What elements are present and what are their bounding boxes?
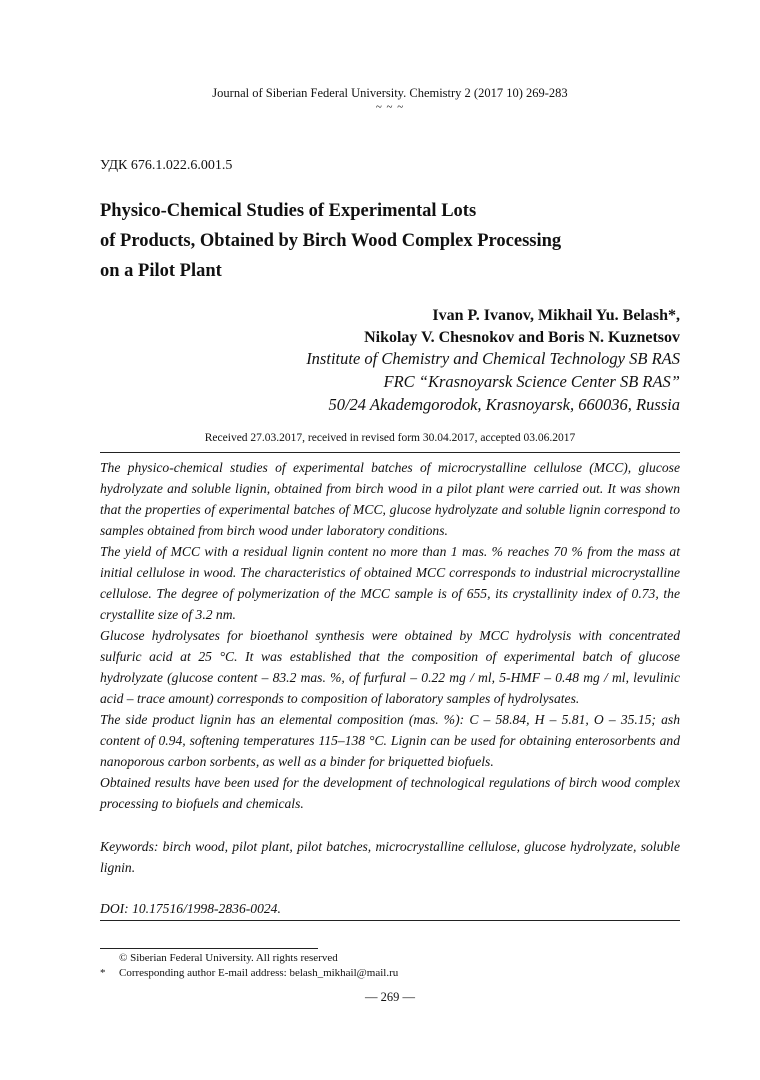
abstract-top-rule bbox=[100, 452, 680, 453]
authors-line-2: Nikolay V. Chesnokov and Boris N. Kuznetsov bbox=[364, 329, 680, 346]
received-dates: Received 27.03.2017, received in revised form 30.04.2017, accepted 03.06.2017 bbox=[204, 432, 576, 444]
journal-header: Journal of Siberian Federal University. Chemistry 2 (2017 10) 269-283 bbox=[212, 86, 568, 100]
affiliation-line-2: FRC “Krasnoyarsk Science Center SB RAS” bbox=[383, 372, 680, 391]
copyright-footnote: © Siberian Federal University. All rights reserved bbox=[119, 952, 338, 964]
abstract bbox=[100, 457, 680, 814]
abstract-paragraph: Obtained results have been used for the development of technological regulations of birch wood complex processing to biofuels and chemicals. bbox=[100, 775, 680, 811]
abstract-paragraph: The yield of MCC with a residual lignin content no more than 1 mas. % reaches 70 % from the mass at initial cellulose in wood. The characteristics of obtained MCC corresponds to industrial microcrystalline cellulose. The degree of polymerization of the MCC sample is of 655, its crystallinity index of 0.73, the crystallite size of 3.2 nm. bbox=[100, 544, 680, 622]
doi: DOI: 10.17516/1998-2836-0024. bbox=[100, 901, 281, 916]
affiliation-line-3: 50/24 Akademgorodok, Krasnoyarsk, 660036, Russia bbox=[328, 395, 680, 414]
affiliation-line-1: Institute of Chemistry and Chemical Technology SB RAS bbox=[306, 349, 680, 368]
footnote-marker: * bbox=[100, 967, 106, 979]
title-line-2: of Products, Obtained by Birch Wood Complex Processing bbox=[100, 231, 562, 251]
paper-title bbox=[100, 196, 680, 286]
title-line-1: Physico-Chemical Studies of Experimental Lots bbox=[100, 201, 477, 221]
abstract-paragraph: Glucose hydrolysates for bioethanol synthesis were obtained by MCC hydrolysis with concentrated sulfuric acid at 25 °C. It was established that the composition of experimental batch of glucose hydrolyzate (glucose content – 83.2 mas. %, of furfural – 0.22 mg / ml, 5-HMF – 0.48 mg / ml, levulinic acid – trace amount) corresponds to composition of laboratory samples of hydrolysates. bbox=[100, 628, 680, 706]
corresponding-author-footnote: Corresponding author E-mail address: belash_mikhail@mail.ru bbox=[119, 967, 399, 979]
keywords: Keywords: birch wood, pilot plant, pilot batches, microcrystalline cellulose, glucose hydrolyzate, soluble lignin. bbox=[100, 839, 680, 875]
authors bbox=[364, 305, 680, 349]
udk-code: УДК 676.1.022.6.001.5 bbox=[100, 158, 233, 173]
affiliation bbox=[306, 347, 680, 416]
footnote-rule bbox=[100, 948, 318, 949]
page-number: — 269 — bbox=[365, 990, 415, 1004]
abstract-paragraph: The physico-chemical studies of experimental batches of microcrystalline cellulose (MCC), glucose hydrolyzate and soluble lignin, obtained from birch wood in a pilot plant were carried out. It was shown that the properties of experimental batches of MCC, glucose hydrolyzate and soluble lignin correspond to samples obtained from birch wood under laboratory conditions. bbox=[100, 460, 680, 538]
header-ornament: ~ ~ ~ bbox=[375, 101, 405, 113]
authors-line-1: Ivan P. Ivanov, Mikhail Yu. Belash*, bbox=[432, 307, 680, 324]
abstract-bottom-rule bbox=[100, 920, 680, 921]
title-line-3: on a Pilot Plant bbox=[100, 261, 222, 281]
abstract-paragraph: The side product lignin has an elemental composition (mas. %): C – 58.84, H – 5.81, O – 35.15; ash content of 0.94, softening temperatures 115–138 °C. Lignin can be used for obtaining enterosorbents and nanoporous carbon sorbents, as well as a binder for briquetted biofuels. bbox=[100, 712, 680, 769]
